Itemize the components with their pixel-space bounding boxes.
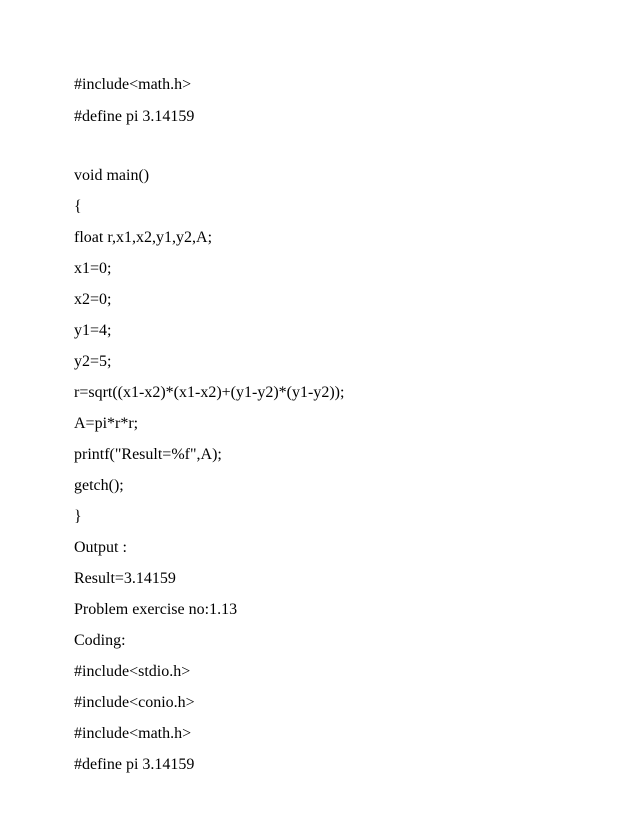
code-line-void-main: void main() [74,167,150,184]
code-line-close-brace: } [74,508,82,525]
code-line-define-pi: #define pi 3.14159 [74,108,195,125]
code-line-sqrt: r=sqrt((x1-x2)*(x1-x2)+(y1-y2)*(y1-y2)); [74,384,345,401]
code-line-printf: printf("Result=%f",A); [74,446,222,463]
coding-heading: Coding: [74,632,126,649]
code-line-include-math-2: #include<math.h> [74,725,192,742]
code-line-y2: y2=5; [74,353,112,370]
problem-exercise-heading: Problem exercise no:1.13 [74,601,238,618]
output-result: Result=3.14159 [74,570,176,587]
code-line-include-stdio: #include<stdio.h> [74,663,191,680]
code-line-open-brace: { [74,198,82,215]
code-line-y1: y1=4; [74,322,112,339]
code-line-include-conio: #include<conio.h> [74,694,195,711]
code-line-define-pi-2: #define pi 3.14159 [74,756,195,773]
code-line-area: A=pi*r*r; [74,415,139,432]
code-line-x2: x2=0; [74,291,112,308]
code-line-x1: x1=0; [74,260,112,277]
code-line-float-decl: float r,x1,x2,y1,y2,A; [74,229,213,246]
output-heading: Output : [74,539,127,556]
code-line-include-math: #include<math.h> [74,76,192,93]
code-line-getch: getch(); [74,477,124,494]
